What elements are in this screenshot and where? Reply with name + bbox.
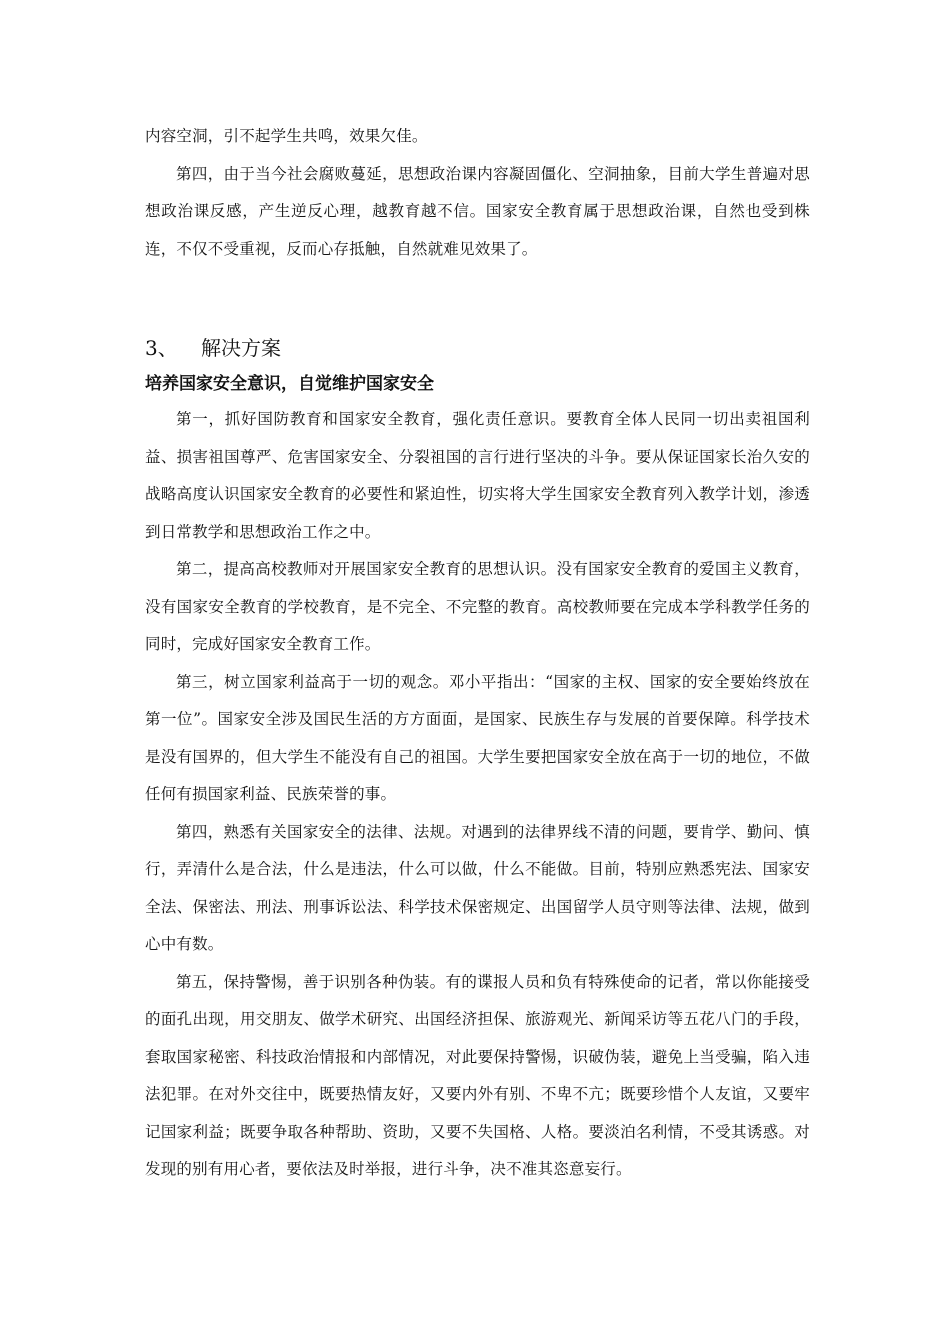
paragraph-first: 第一，抓好国防教育和国家安全教育，强化责任意识。要教育全体人民同一切出卖祖国利益、损害祖国尊严、危害国家安全、分裂祖国的言行进行坚决的斗争。要从保证国家长治久安的战略高度认识国家安全教育的必要性和紧迫性，切实将大学生国家安全教育列入教学计划，渗透到日常教学和思想政治工作之中。 xyxy=(145,410,810,541)
section-number: 3、 xyxy=(145,336,178,360)
subheading: 培养国家安全意识，自觉维护国家安全 xyxy=(145,374,434,394)
document-body xyxy=(145,118,810,1189)
paragraph-continuation: 内容空洞，引不起学生共鸣，效果欠佳。 xyxy=(145,127,428,145)
paragraph-second: 第二，提高高校教师对开展国家安全教育的思想认识。没有国家安全教育的爱国主义教育，没有国家安全教育的学校教育，是不完全、不完整的教育。高校教师要在完成本学科教学任务的同时，完成好国家安全教育工作。 xyxy=(145,560,810,653)
section-heading xyxy=(145,331,810,365)
paragraph-fifth: 第五，保持警惕，善于识别各种伪装。有的谍报人员和负有特殊使命的记者，常以你能接受的面孔出现，用交朋友、做学术研究、出国经济担保、旅游观光、新闻采访等五花八门的手段，套取国家秘密、科技政治情报和内部情况，对此要保持警惕，识破伪装，避免上当受骗，陷入违法犯罪。在对外交往中，既要热情友好，又要内外有别、不卑不亢；既要珍惜个人友谊，又要牢记国家利益；既要争取各种帮助、资助，又要不失国格、人格。要淡泊名利情，不受其诱惑。对发现的别有用心者，要依法及时举报，进行斗争，决不准其恣意妄行。 xyxy=(145,972,810,1178)
paragraph-fourth: 第四，熟悉有关国家安全的法律、法规。对遇到的法律界线不清的问题，要肯学、勤问、慎行，弄清什么是合法，什么是违法，什么可以做，什么不能做。目前，特别应熟悉宪法、国家安全法、保密法、刑法、刑事诉讼法、科学技术保密规定、出国留学人员守则等法律、法规，做到心中有数。 xyxy=(145,822,810,953)
paragraph-fourth-reason: 第四，由于当今社会腐败蔓延，思想政治课内容凝固僵化、空洞抽象，目前大学生普遍对思想政治课反感，产生逆反心理，越教育越不信。国家安全教育属于思想政治课，自然也受到株连，不仅不受重视，反而心存抵触，自然就难见效果了。 xyxy=(145,164,810,258)
section-title: 解决方案 xyxy=(201,336,281,360)
paragraph-third: 第三，树立国家利益高于一切的观念。邓小平指出：“国家的主权、国家的安全要始终放在第一位”。国家安全涉及国民生活的方方面面，是国家、民族生存与发展的首要保障。科学技术是没有国界的，但大学生不能没有自己的祖国。大学生要把国家安全放在高于一切的地位，不做任何有损国家利益、民族荣誉的事。 xyxy=(145,672,810,803)
